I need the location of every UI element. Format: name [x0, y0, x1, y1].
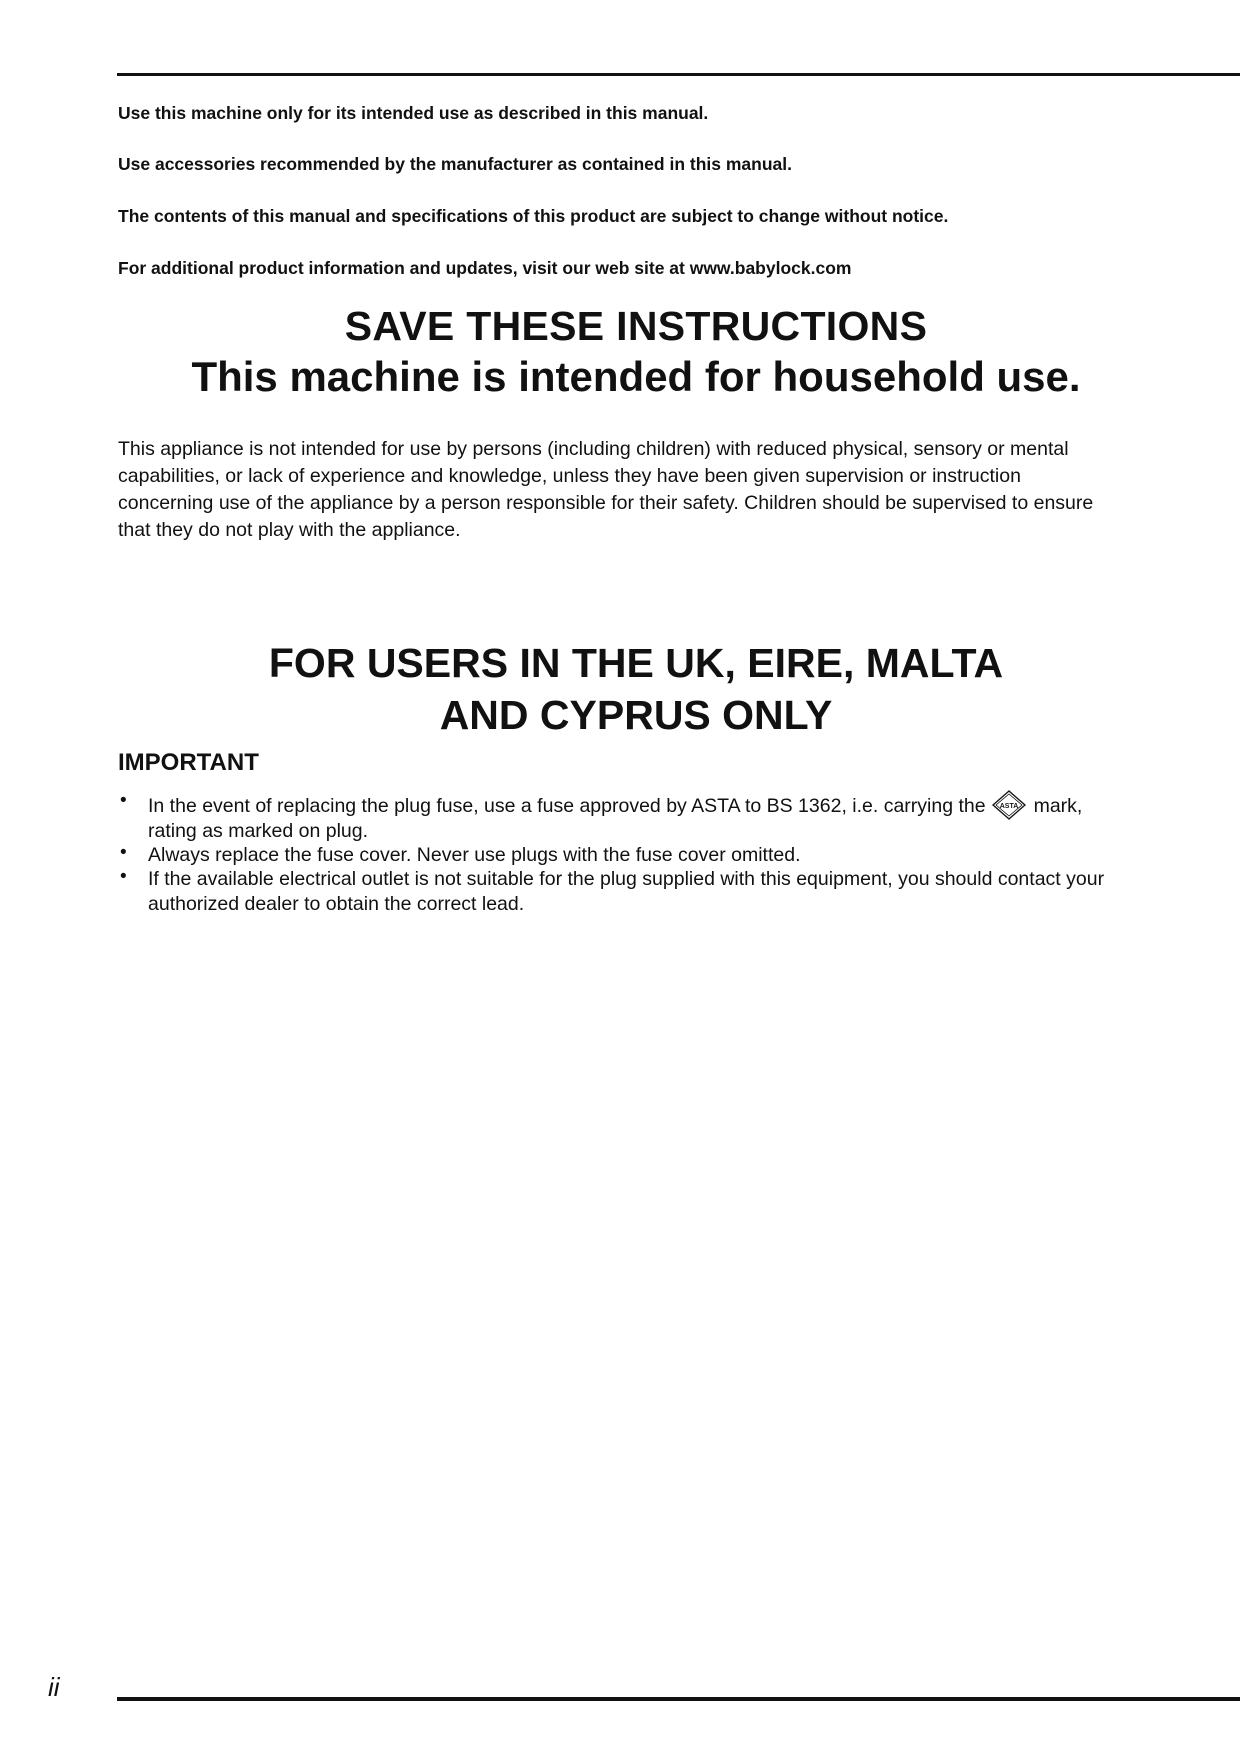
- bullet-text: [148, 842, 801, 869]
- note-intended-use: Use this machine only for its intended use as described in this manual.: [118, 103, 709, 123]
- top-rule: [117, 73, 1240, 76]
- asta-mark-icon: [992, 790, 1026, 820]
- bullet-line: Always replace the fuse cover. Never use plugs with the fuse cover omitted.: [148, 844, 801, 866]
- note-accessories: Use accessories recommended by the manufacturer as contained in this manual.: [118, 154, 792, 174]
- bullet-text: [148, 818, 368, 845]
- appliance-paragraph: [118, 436, 1138, 544]
- appliance-paragraph-line: that they do not play with the appliance.: [118, 519, 461, 541]
- bullet-icon: •: [120, 866, 127, 887]
- asta-mark-text: ASTA: [999, 803, 1018, 810]
- important-label: IMPORTANT: [118, 749, 259, 776]
- appliance-paragraph-line: capabilities, or lack of experience and knowledge, unless they have been given supervision or instruction: [118, 465, 1021, 487]
- uk-users-heading: FOR USERS IN THE UK, EIRE, MALTA: [268, 640, 1004, 686]
- bullet-line: rating as marked on plug.: [148, 820, 369, 842]
- bullet-icon: •: [120, 790, 127, 811]
- uk-users-heading-line2: AND CYPRUS ONLY: [439, 692, 833, 738]
- bottom-rule: [117, 1697, 1240, 1701]
- bullet-line: If the available electrical outlet is not suitable for the plug supplied with this equipment, you should contact your: [148, 868, 1105, 890]
- page-number: ii: [48, 1672, 60, 1702]
- bullet-icon: •: [120, 842, 127, 863]
- bullet-line: [148, 790, 1082, 820]
- bullet-text-part: mark,: [1033, 795, 1083, 817]
- appliance-paragraph-line: This appliance is not intended for use by persons (including children) with reduced physical, sensory or mental: [118, 438, 1069, 460]
- bullet-line: authorized dealer to obtain the correct lead.: [148, 893, 525, 915]
- bullet-text: [148, 866, 1104, 918]
- note-specifications: The contents of this manual and specifications of this product are subject to change without notice.: [118, 206, 949, 226]
- save-instructions-heading: SAVE THESE INSTRUCTIONS: [344, 303, 928, 349]
- bullet-text: [148, 790, 1082, 820]
- note-website: For additional product information and updates, visit our web site at www.babylock.com: [118, 258, 852, 278]
- bullet-text-part: In the event of replacing the plug fuse, use a fuse approved by ASTA to BS 1362, i.e. carrying the: [148, 795, 986, 817]
- household-use-heading: This machine is intended for household use.: [191, 353, 1081, 400]
- appliance-paragraph-line: concerning use of the appliance by a person responsible for their safety. Children should be supervised to ensure: [118, 492, 1094, 514]
